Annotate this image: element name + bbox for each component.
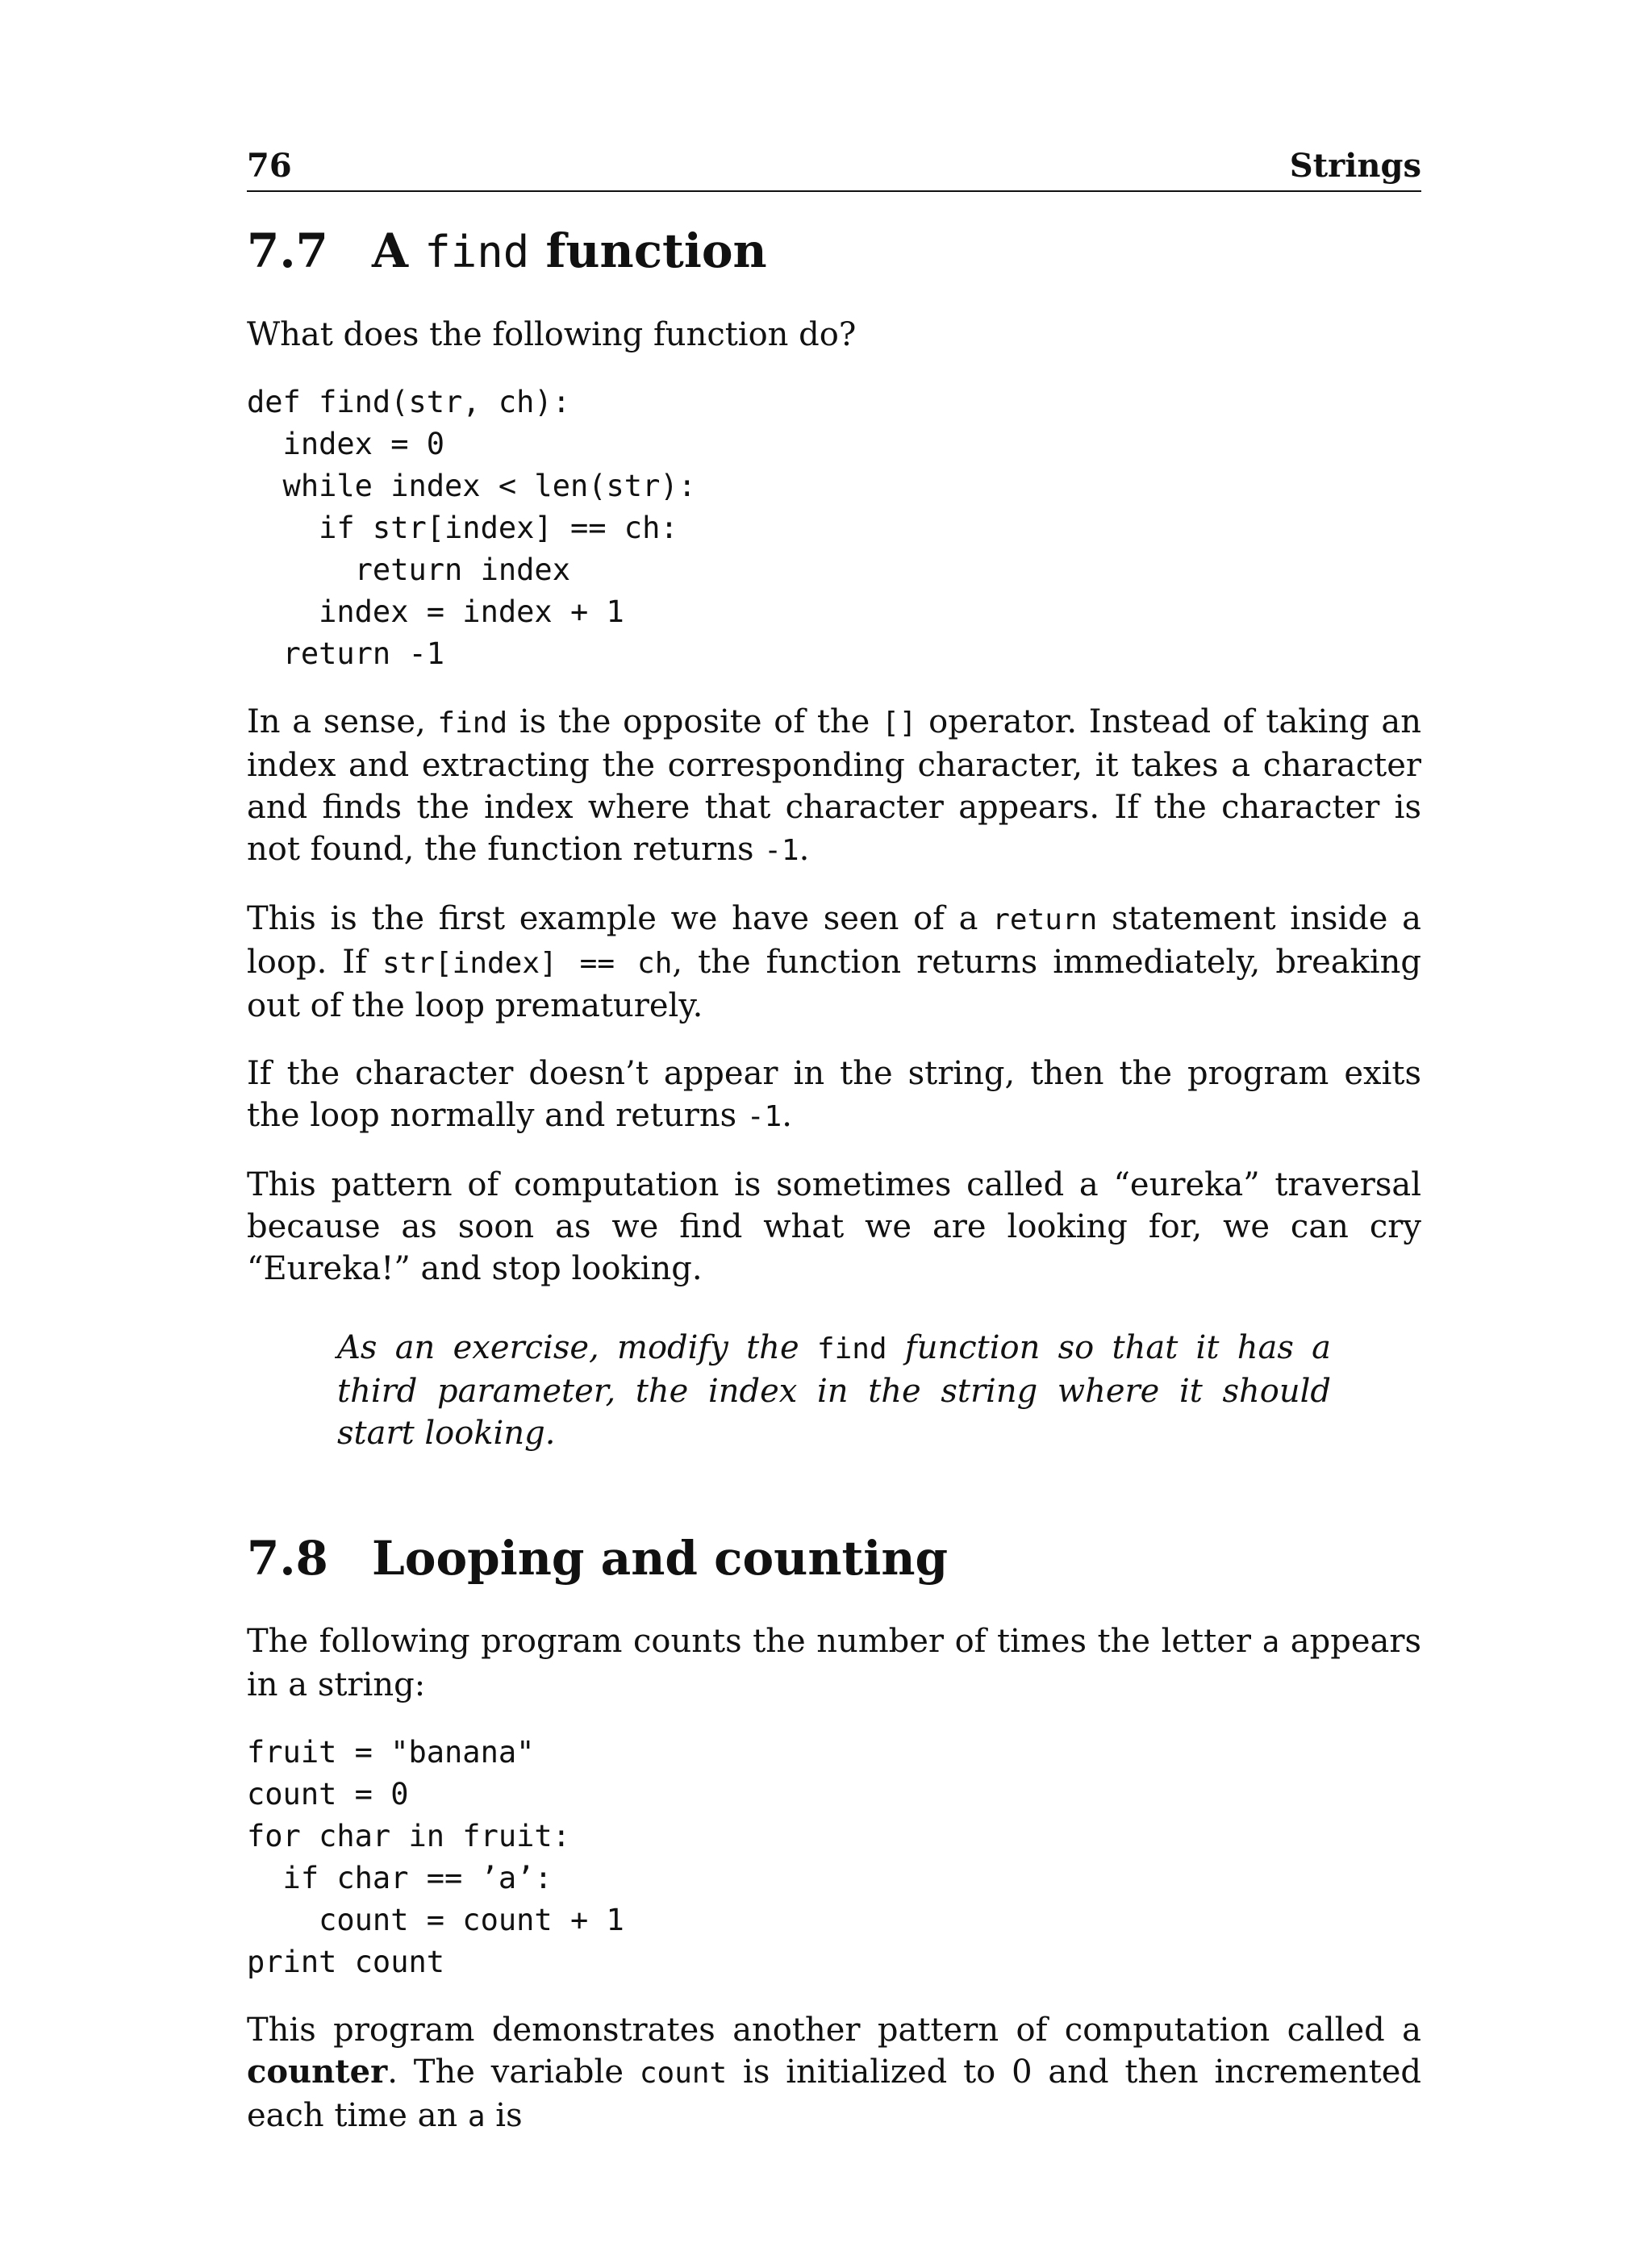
- code-block-counter: fruit = "banana" count = 0 for char in fruit: if char == ’a’: count = count + 1 print count: [247, 1735, 624, 1980]
- text: function so that it has a third parameter, the index in the string where it should start looking.: [337, 1328, 1331, 1452]
- section-heading-7-8: [247, 1532, 1421, 1586]
- paragraph-not-found: [247, 1053, 1421, 1138]
- intro-paragraph: What does the following function do?: [247, 315, 857, 353]
- inline-code: str[index] == ch: [382, 946, 673, 980]
- text: operator. Instead of taking an index and extracting the corresponding character, it takes a character and finds the index where that character appears. If the character is not found, the function returns: [247, 703, 1422, 868]
- text: If the character doesn’t appear in the string, then the program exits the loop normally and returns: [247, 1054, 1421, 1134]
- text: is initialized to 0 and then incremented each time an: [247, 2053, 1421, 2135]
- section-title-code: find: [424, 227, 530, 277]
- text: The following program counts the number of times the letter: [247, 1623, 1262, 1661]
- bold-term: counter: [247, 2053, 388, 2091]
- text: This is the first example we have seen of a: [247, 899, 993, 937]
- text: statement inside a loop. If: [247, 899, 1421, 981]
- text: As an exercise, modify the: [337, 1328, 817, 1366]
- chapter-title: Strings: [1289, 147, 1421, 185]
- paragraph-eureka: This pattern of computation is sometimes called a “eureka” traversal because as soon as we find what we are looking for, we can cry “Eureka!” and stop looking.: [247, 1165, 1421, 1287]
- text: is: [485, 2097, 523, 2135]
- inline-code: a: [467, 2100, 486, 2134]
- paragraph-counter: [247, 2009, 1421, 2138]
- section-title-part: function: [529, 223, 767, 278]
- inline-code: []: [882, 706, 917, 740]
- section-title-part: A: [372, 223, 425, 278]
- inline-code: return: [992, 903, 1098, 936]
- book-page: [247, 147, 1422, 2164]
- page-number: 76: [247, 147, 292, 185]
- text: . The variable: [387, 2053, 640, 2091]
- section-title: Looping and counting: [372, 1530, 949, 1586]
- inline-code: -1: [764, 833, 799, 867]
- running-head: [247, 147, 1421, 192]
- text: appears in a string:: [247, 1623, 1421, 1704]
- inline-code: find: [437, 706, 508, 740]
- inline-code: find: [816, 1332, 887, 1365]
- paragraph-return-in-loop: [247, 898, 1421, 1027]
- paragraph-opposite: [247, 701, 1421, 872]
- intro-paragraph-counting: [247, 1620, 1421, 1706]
- text: This program demonstrates another pattern of computation called a: [247, 2012, 1421, 2049]
- text: , the function returns immediately, breaking out of the loop prematurely.: [247, 943, 1422, 1024]
- exercise-block: [337, 1327, 1331, 1454]
- text: In a sense,: [247, 703, 438, 740]
- section-heading-7-7: [247, 224, 1421, 278]
- text: is the opposite of the: [507, 703, 882, 740]
- inline-code: count: [639, 2057, 728, 2091]
- text: .: [799, 830, 810, 868]
- inline-code: a: [1262, 1626, 1280, 1660]
- text: .: [782, 1096, 792, 1134]
- code-block-find: def find(str, ch): index = 0 while index < len(str): if str[index] == ch: return index index = index + 1 return -1: [247, 384, 696, 671]
- section-number: 7.8: [247, 1530, 328, 1586]
- inline-code: -1: [746, 1099, 782, 1133]
- section-number: 7.7: [247, 223, 328, 278]
